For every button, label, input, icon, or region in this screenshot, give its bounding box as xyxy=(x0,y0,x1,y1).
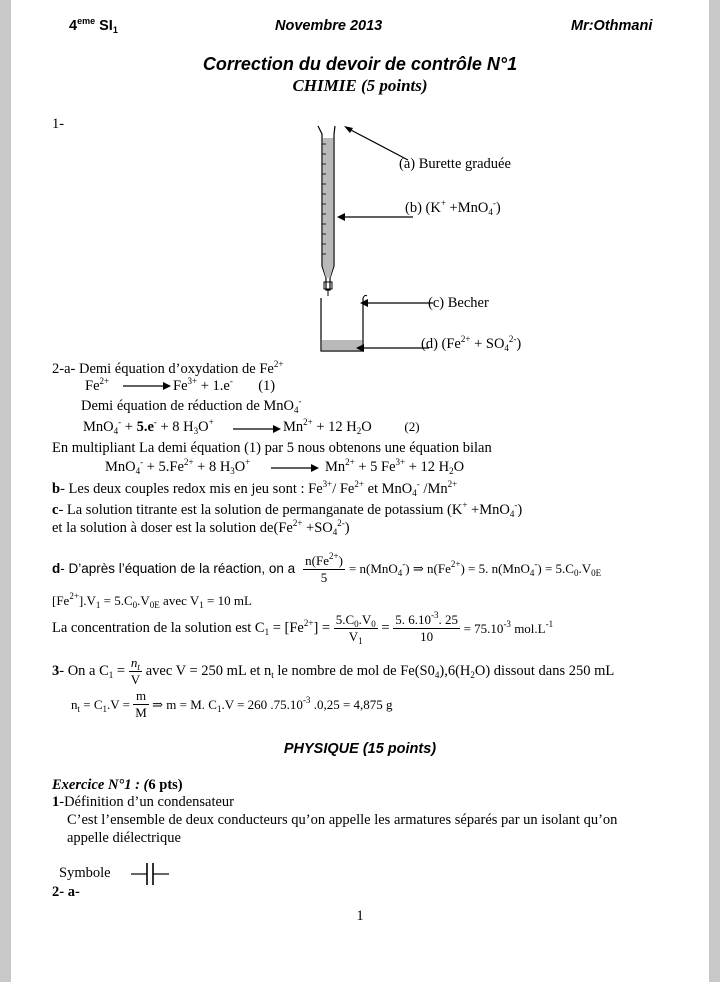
definition-body-2: appelle diélectrique xyxy=(67,830,181,846)
reduction-title: Demi équation de réduction de MnO$_4$- xyxy=(81,396,302,415)
symbol-label: Symbole xyxy=(59,865,111,881)
burette-liquid xyxy=(323,138,334,266)
becher-liquid xyxy=(322,340,363,350)
label-burette: (a) Burette graduée xyxy=(399,156,511,172)
bilan-equation: $MnO_4^- + 5.Fe^{2+} + 8$ $H_3O^+$ xyxy=(105,457,251,476)
physics-title: PHYSIQUE (15 points) xyxy=(283,741,437,757)
header-teacher: Mr:Othmani xyxy=(571,18,653,34)
q2c-text: c- La solution titrante est la solution de permanganate de potassium (K+ +MnO$_4$-) xyxy=(52,500,523,519)
bilan-equation-right: $Mn^{2+} + 5$ $Fe^{3+} + 12$ $H_2O$ xyxy=(325,457,465,476)
q3-fraction: $\frac{n_t}{V}$ xyxy=(130,655,141,687)
q2d-line: d- D’après l’équation de la réaction, on a $\frac{n(Fe^{2+})}{5}$ = n(MnO$_4$-) ⇒ $n(Fe^{2+}) = 5$. $n(MnO_4^-) = 5.C_0.V_{0E}$ xyxy=(52,551,602,585)
burette-diagram xyxy=(291,118,541,358)
q2a-title: 2-a- Demi équation d’oxydation de $Fe^{2+}$ xyxy=(52,359,284,377)
q2b-text: b- Les deux couples redox mis en jeu sont : $Fe^{3+}/$ $Fe^{2+}$ et MnO$_4$- $/Mn^{2+}$ xyxy=(52,479,458,498)
oxidation-equation-right: $Fe^{3+} + 1.e^-$ (1) xyxy=(173,376,276,394)
arrow-right-icon xyxy=(271,462,319,474)
q3-mass-line: $n_t = C_1.V$ = $\frac{m}{M}$ ⇒ m = M. $C_1.V = 260$ $.75.10^{-3}$ .0,25 = 4,875 g xyxy=(71,688,393,720)
class-label: 4eme $SI_1$ xyxy=(69,16,118,35)
definition-title: 1-Définition d’un condensateur xyxy=(52,794,235,810)
label-becher: (c) Becher xyxy=(428,295,489,311)
exercise-title: Exercice N°1 : (6 pts) xyxy=(52,777,183,793)
multiply-text: En multipliant La demi équation (1) par 5 nous obtenons une équation bilan xyxy=(52,440,492,456)
fe-volume-line: $[Fe^{2+}].V_1 = 5.C_0.V_{0E}$ avec $V_1 = 10$ mL xyxy=(52,591,252,610)
concentration-line: La concentration de la solution est $C_1 = [Fe^{2+}]$ = $\frac{5.C_0.V_0}{V_1}$ = $\frac{5. 6.10^{-3}. 25}{10}$ = $75.10^{-3}$ $mol.L^{-1}$ xyxy=(52,610,554,646)
q3-line: 3- On a $C_1$ = $\frac{n_t}{V}$ avec V = 250 mL et $n_t$ le nombre de mol de $Fe(S0_4),6(H_2O)$ dissout dans 250 mL xyxy=(52,655,615,687)
document-page xyxy=(11,0,709,982)
concentration-fraction-1: $\frac{5.C_0.V_0}{V_1}$ xyxy=(335,612,376,646)
q1-number: 1- xyxy=(52,116,65,132)
q2c-line2: et la solution à doser est la solution $de(Fe^{2+} +SO_4^{2-})$ xyxy=(52,518,350,537)
arrow-right-icon xyxy=(233,423,281,435)
reduction-equation-right: $Mn^{2+} + 12$ $H_2O$ (2) xyxy=(283,417,420,436)
capacitor-symbol-icon xyxy=(131,860,171,888)
oxidation-equation: $Fe^{2+}$ xyxy=(85,376,110,394)
arrow-right-icon xyxy=(123,380,171,392)
definition-body-1: C’est l’ensemble de deux conducteurs qu’on appelle les armatures séparés par un isolant qu’on xyxy=(67,812,618,828)
chemistry-title: CHIMIE (5 points) xyxy=(292,76,428,95)
label-titrant: (b) (K+ +MnO$_4$-) xyxy=(405,198,501,217)
q3-mass-fraction: $\frac{m}{M}$ xyxy=(135,688,147,720)
q2d-fraction: $\frac{n(Fe^{2+})}{5}$ xyxy=(305,551,343,585)
concentration-fraction-2: $\frac{5. 6.10^{-3}. 25}{10}$ xyxy=(395,610,458,644)
q2a-physics: 2- a- xyxy=(52,884,80,900)
stopcock xyxy=(324,282,332,289)
header-date: Novembre 2013 xyxy=(275,18,383,34)
main-title: Correction du devoir de contrôle N°1 xyxy=(202,54,518,74)
page-number: 1 xyxy=(356,908,364,924)
label-solution: (d) $(Fe^{2+} + SO_4^{2-})$ xyxy=(421,334,522,353)
reduction-equation: MnO$_4$- + 5.e- + 8 $H_3O^+$ xyxy=(83,417,214,436)
